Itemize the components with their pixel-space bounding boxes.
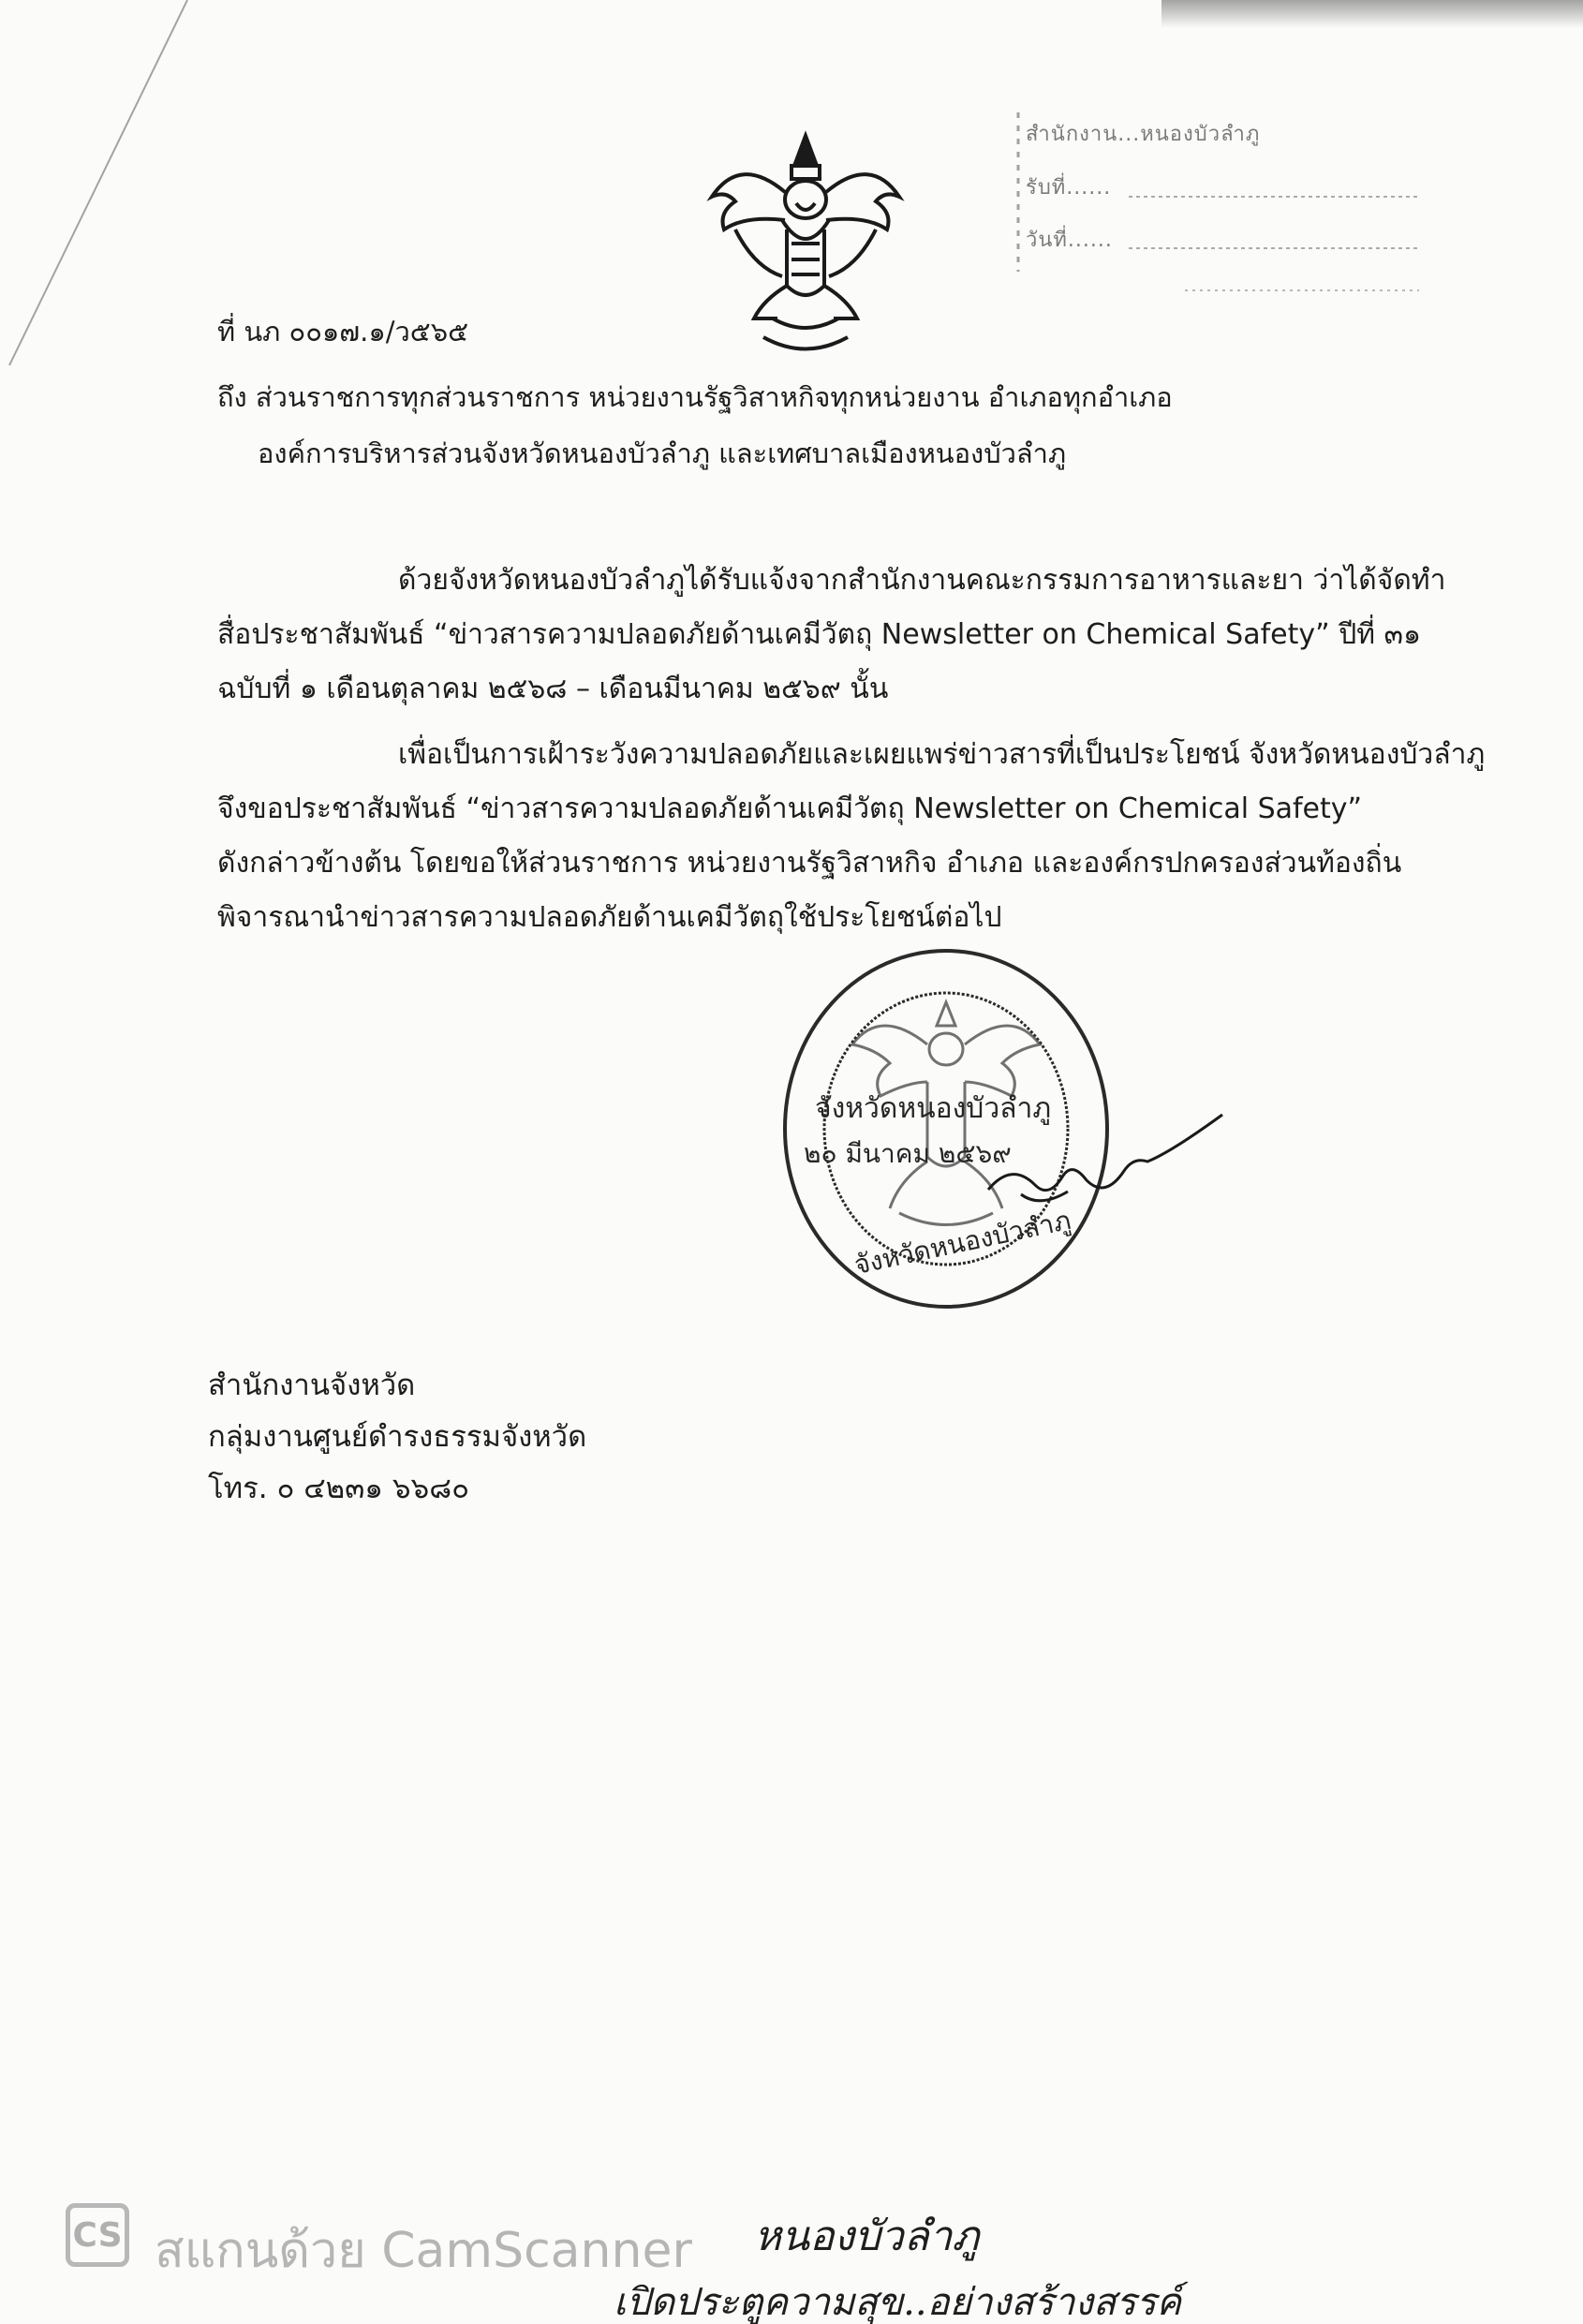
received-stamp bbox=[1016, 103, 1428, 304]
body-para2-line2: จึงขอประชาสัมพันธ์ “ข่าวสารความปลอดภัยด้านเคมีวัตถุ Newsletter on Chemical Safety” bbox=[217, 792, 1363, 825]
camscanner-watermark: สแกนด้วย CamScanner bbox=[155, 2223, 692, 2279]
recipient-line-2: องค์การบริหารส่วนจังหวัดหนองบัวลำภู และเทศบาลเมืองหนองบัวลำภู bbox=[258, 437, 1067, 469]
footer-phone: โทร. ๐ ๔๒๓๑ ๖๖๘๐ bbox=[208, 1472, 470, 1505]
body-para2-line3: ดังกล่าวข้างต้น โดยขอให้ส่วนราชการ หน่วยงานรัฐวิสาหกิจ อำเภอ และองค์กรปกครองส่วนท้องถิ่น bbox=[217, 847, 1402, 880]
document-number: ที่ นภ ๐๐๑๗.๑/ว๕๖๕ bbox=[217, 316, 469, 348]
scan-shadow bbox=[1161, 0, 1583, 28]
seal-province: จังหวัดหนองบัวลำภู bbox=[815, 1092, 1052, 1125]
scan-crease-line bbox=[0, 0, 206, 375]
received-stamp-number: รับที่...... bbox=[1026, 176, 1112, 200]
received-stamp-agency: สำนักงาน...หนองบัวลำภู bbox=[1026, 123, 1261, 146]
slogan-line-2: เปิดประตูความสุข..อย่างสร้างสรรค์ bbox=[614, 2281, 1182, 2324]
seal-ring-text: จังหวัดหนองบัวลำภู bbox=[851, 1204, 1074, 1281]
body-para1-line2: สื่อประชาสัมพันธ์ “ข่าวสารความปลอดภัยด้านเคมีวัตถุ Newsletter on Chemical Safety” ปีที่ ๓๑ bbox=[217, 618, 1422, 651]
recipient-line-1: ถึง ส่วนราชการทุกส่วนราชการ หน่วยงานรัฐวิสาหกิจทุกหน่วยงาน อำเภอทุกอำเภอ bbox=[217, 381, 1173, 413]
body-para2-line1: เพื่อเป็นการเฝ้าระวังความปลอดภัยและเผยแพร่ข่าวสารที่เป็นประโยชน์ จังหวัดหนองบัวลำภู bbox=[398, 738, 1486, 771]
seal-date: ๒๐ มีนาคม ๒๕๖๙ bbox=[804, 1138, 1012, 1169]
received-stamp-border bbox=[1016, 103, 1428, 304]
footer-office: สำนักงานจังหวัด bbox=[208, 1369, 416, 1402]
footer-division: กลุ่มงานศูนย์ดำรงธรรมจังหวัด bbox=[208, 1420, 587, 1454]
body-para1-line1: ด้วยจังหวัดหนองบัวลำภูได้รับแจ้งจากสำนักงานคณะกรรมการอาหารและยา ว่าได้จัดทำ bbox=[398, 564, 1446, 597]
slogan-line-1: หนองบัวลำภู bbox=[754, 2213, 980, 2260]
body-para1-line3: ฉบับที่ ๑ เดือนตุลาคม ๒๕๖๘ – เดือนมีนาคม ๒๕๖๙ นั้น bbox=[217, 673, 889, 705]
body-para2-line4: พิจารณานำข่าวสารความปลอดภัยด้านเคมีวัตถุใช้ประโยชน์ต่อไป bbox=[217, 901, 1002, 934]
camscanner-logo-icon: CS bbox=[66, 2203, 129, 2267]
signature-mark bbox=[984, 1105, 1227, 1208]
garuda-emblem-icon bbox=[698, 126, 913, 361]
received-stamp-date: วันที่...... bbox=[1026, 229, 1113, 252]
